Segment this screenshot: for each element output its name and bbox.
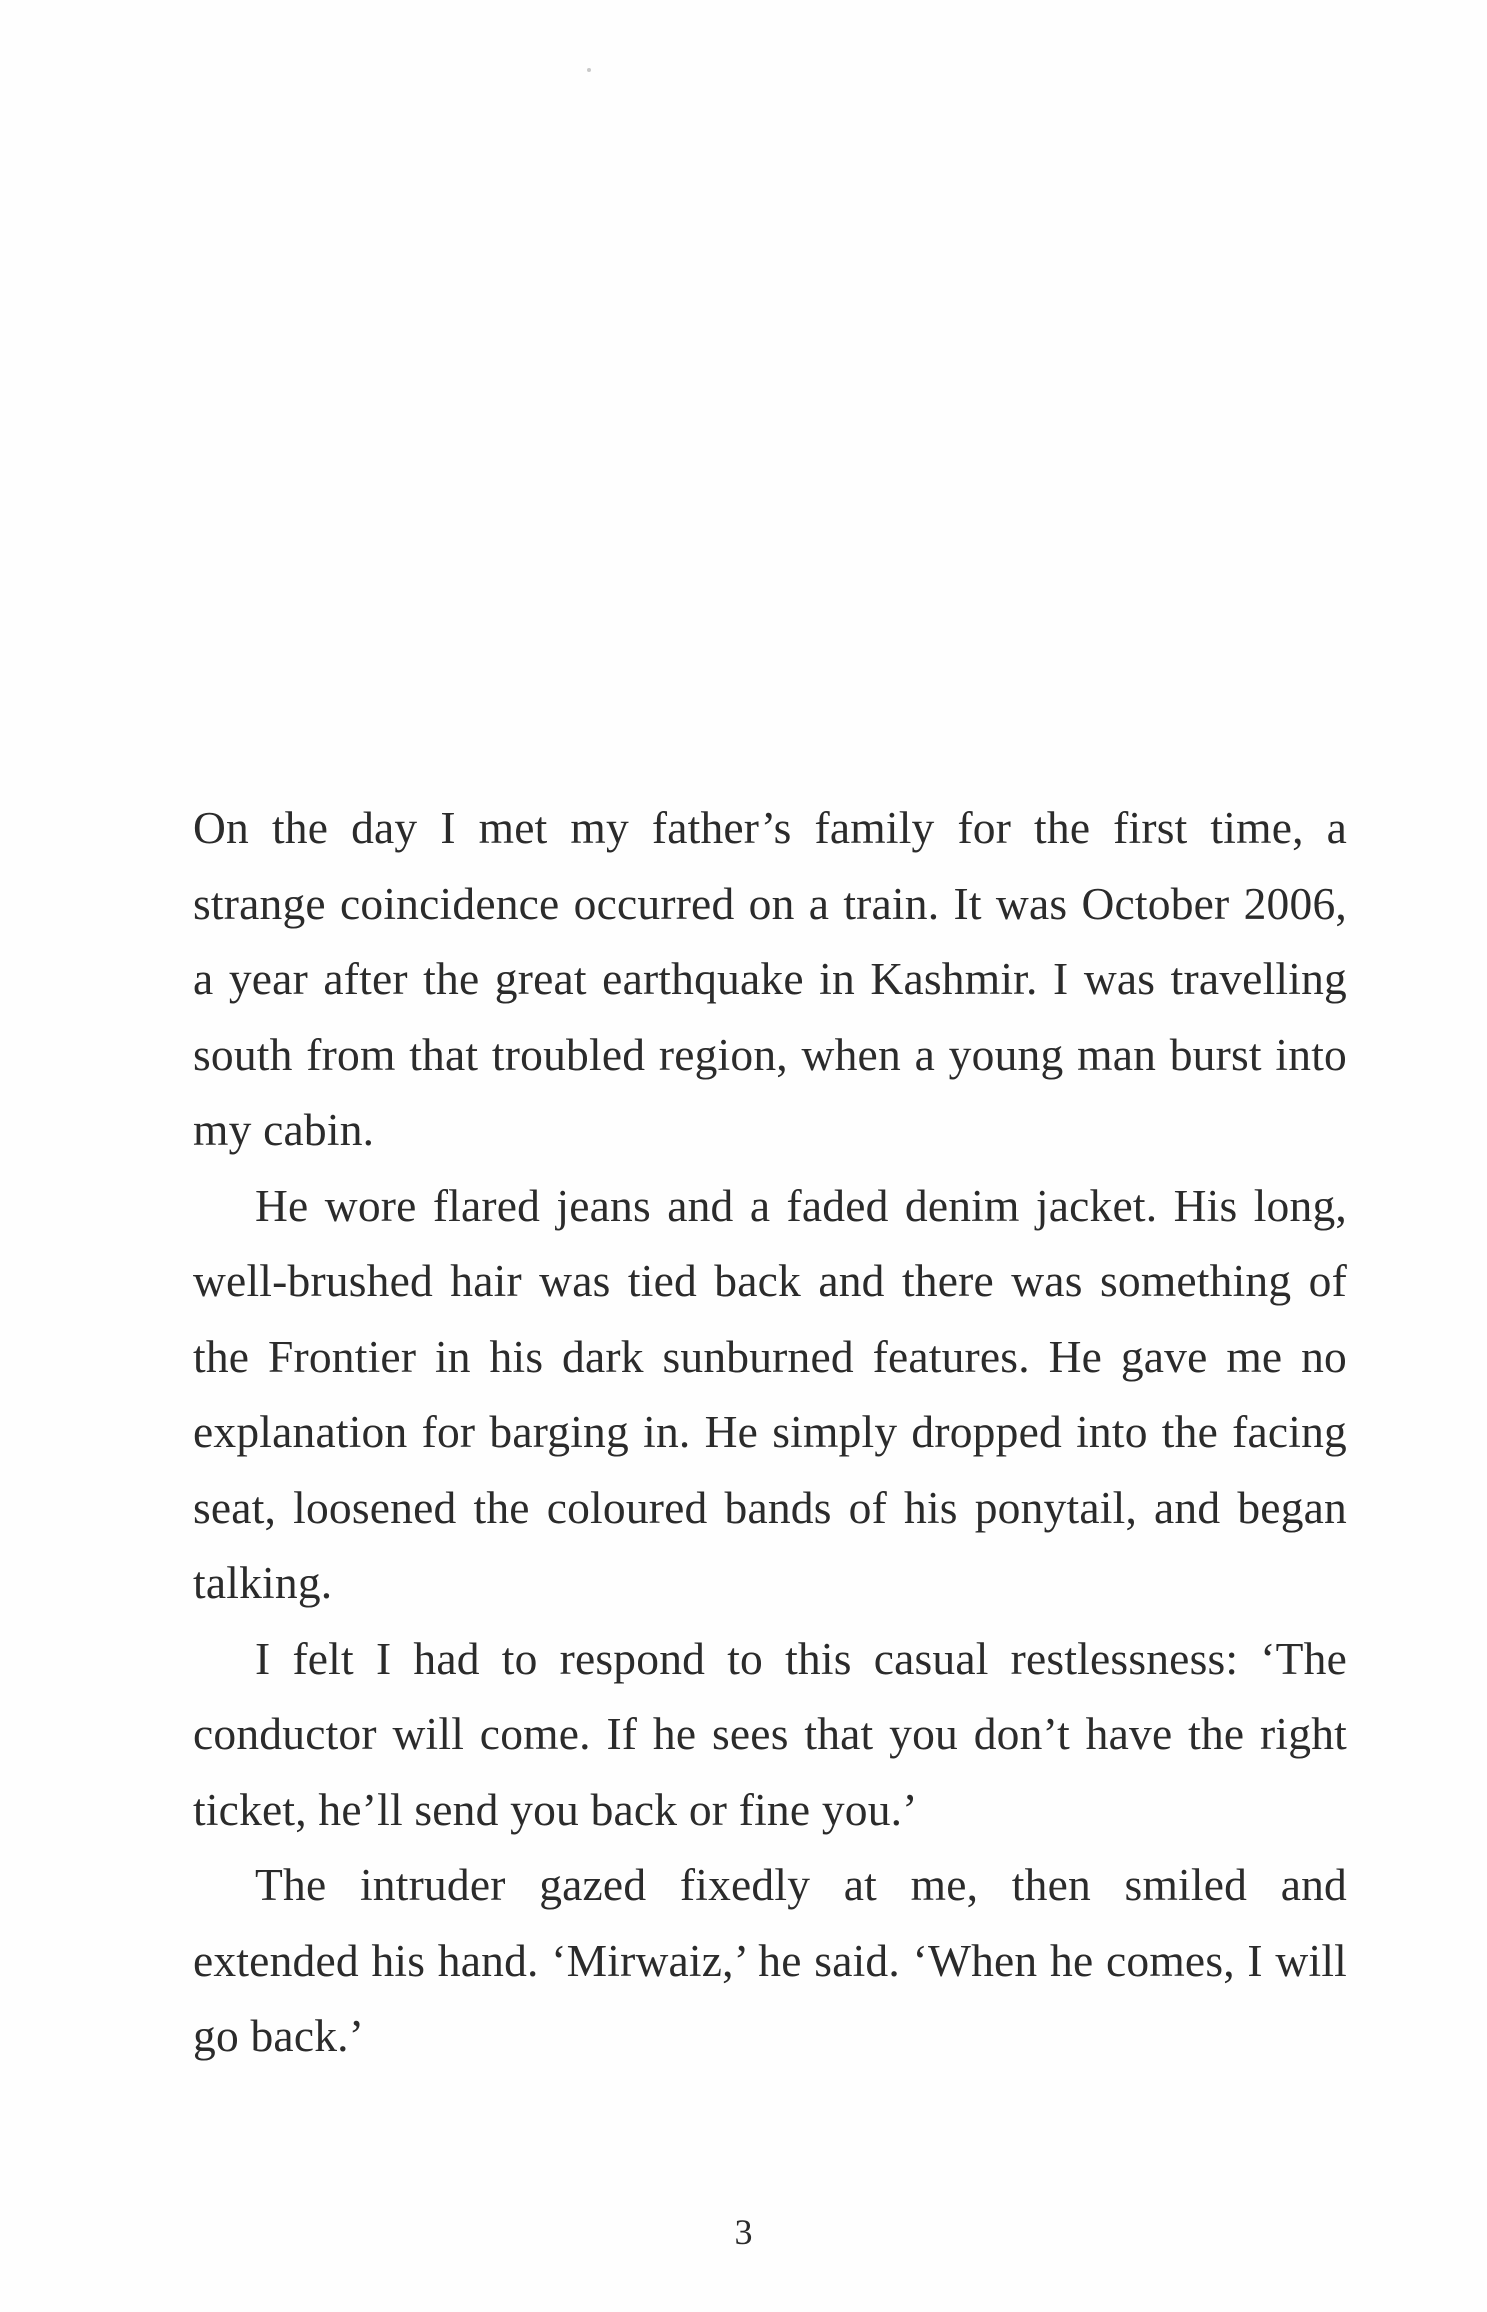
- paragraph-4: The intruder gazed fixedly at me, then smiled and extended his hand. ‘Mirwaiz,’ he said. ‘When he comes, I will go back.’: [193, 1859, 1347, 2061]
- paragraph-1: On the day I met my father’s family for the first time, a strange coincidence occurred on a train. It was October 2006, a year after the great earthquake in Kashmir. I was travelling south from that troubled region, when a young man burst into my cabin.: [193, 802, 1347, 1155]
- page-number: 3: [734, 2212, 753, 2252]
- body-text: [193, 790, 1347, 2074]
- paragraph-2: He wore flared jeans and a faded denim jacket. His long, well-brushed hair was tied back and there was something of the Frontier in his dark sunburned features. He gave me no explanation for barging in. He simply dropped into the facing seat, loosened the coloured bands of his ponytail, and began talking.: [193, 1179, 1347, 1608]
- paper-speck: [587, 68, 591, 72]
- paragraph-3: I felt I had to respond to this casual restlessness: ‘The conductor will come. If he sees that you don’t have the right ticket, he’ll send you back or fine you.’: [193, 1632, 1347, 1835]
